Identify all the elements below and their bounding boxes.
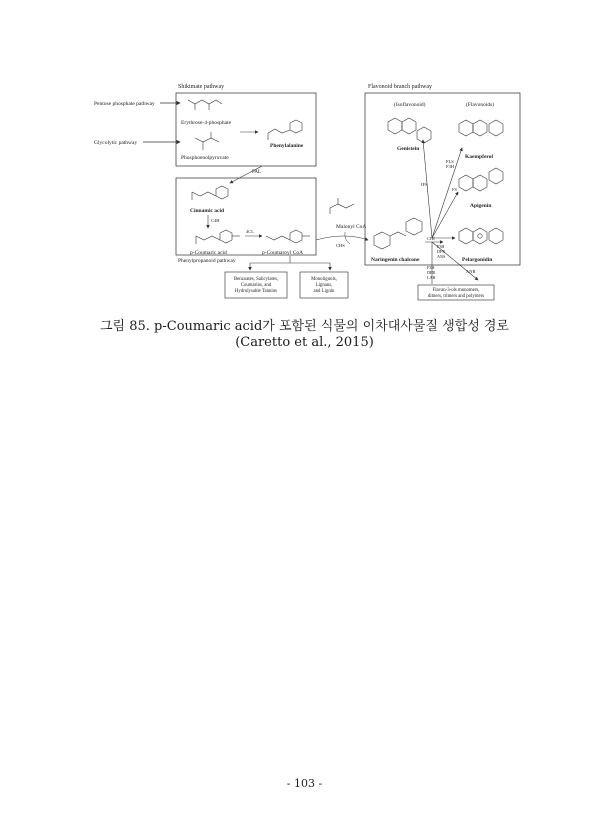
ifs-label: IFS (421, 182, 428, 187)
figure-caption-line-2: (Caretto et al., 2015) (235, 335, 374, 350)
fourcl-label: 4CL (246, 229, 255, 234)
glycolytic-label: Glycolytic pathway (94, 140, 138, 146)
pcoumaric-structure (196, 230, 240, 244)
shikimate-title: Shikimate pathway (178, 84, 225, 90)
enzyme-mid-3: ANS (437, 254, 446, 259)
phenylpropanoid-box (176, 178, 316, 255)
enzyme-low-3: LAR (427, 275, 436, 280)
benzoates-line-1: Benzoates, Salicylates, (233, 277, 279, 282)
c4h-label: C4H (211, 218, 220, 223)
pentose-label: Pentose phosphate pathway (94, 101, 155, 107)
phenylalanine-label: Phenylalanine (270, 143, 304, 149)
phenylalanine-structure (268, 120, 302, 140)
kaempferol-structure (459, 120, 503, 136)
pcoumaroyl-label: p-Coumaroyl CoA (262, 250, 304, 256)
pcoumaric-label: p-Coumaric acid (190, 250, 227, 256)
flavan-line-1: Flavan-3-ols monomers, (432, 288, 480, 293)
flavonoids-label: (Flavonoids) (466, 102, 495, 108)
pcoumaroyl-structure (266, 230, 310, 243)
chi-label: CHI (427, 236, 435, 241)
genistein-label: Genistein (397, 146, 420, 152)
flavan-line-2: dimers, trimers and polymers (427, 294, 485, 299)
pelargonidin-label: Pelargonidin (462, 257, 493, 263)
pelargonidin-structure (459, 228, 503, 244)
erythrose-structure (188, 100, 222, 110)
naringenin-label: Naringenin chalcone (371, 257, 420, 263)
cinnamic-structure (192, 186, 228, 200)
chs-label: CHS (336, 243, 345, 248)
fs-label: FS (452, 187, 458, 192)
malonyl-structure (330, 198, 354, 214)
isoflavonoid-label: (Isoflavonoid) (394, 102, 426, 108)
e4p-label: Erythrose-4-phosphate (181, 120, 232, 126)
flavonoid-title: Flavonoid branch pathway (368, 84, 432, 90)
phenylpropanoid-title: Phenylpropanoid pathway (178, 258, 236, 264)
pal-label: PAL (252, 170, 261, 175)
apigenin-structure (459, 168, 503, 191)
kaempferol-label: Kaempferol (465, 154, 494, 160)
benzoates-line-3: Hydrolysable Tannins (234, 289, 278, 294)
genistein-structure (388, 118, 431, 143)
lignin-line-2: Lignans, (315, 283, 333, 288)
naringenin-structure (374, 218, 422, 249)
fls-label: FLS (446, 159, 454, 164)
cinnamic-label: Cinnamic acid (190, 208, 225, 214)
pep-label: Phosphoenolpyruvate (181, 155, 229, 161)
page-number: - 103 - (286, 777, 323, 790)
apigenin-label: Apigenin (470, 203, 492, 209)
anr-label: ANR (466, 269, 476, 274)
enzyme-low-2: DFR (427, 270, 436, 275)
enzyme-mid-2: DFR (437, 249, 446, 254)
lignin-line-1: Monolignols, (311, 277, 337, 282)
f3h-top-label: F3H (446, 164, 455, 169)
malonyl-label: Malonyl CoA (336, 224, 367, 230)
benzoates-line-2: Coumarins, and (240, 283, 272, 288)
pep-structure (195, 132, 219, 150)
figure-caption-line-1: 그림 85. p-Coumaric acid가 포함된 식물의 이차대사물질 생합성 경로 (100, 319, 509, 334)
lignin-line-3: and Lignin (313, 289, 335, 294)
enzyme-mid-1: F3H (437, 244, 445, 249)
flavonoid-box (365, 93, 520, 265)
enzyme-low-1: F3H (427, 265, 435, 270)
